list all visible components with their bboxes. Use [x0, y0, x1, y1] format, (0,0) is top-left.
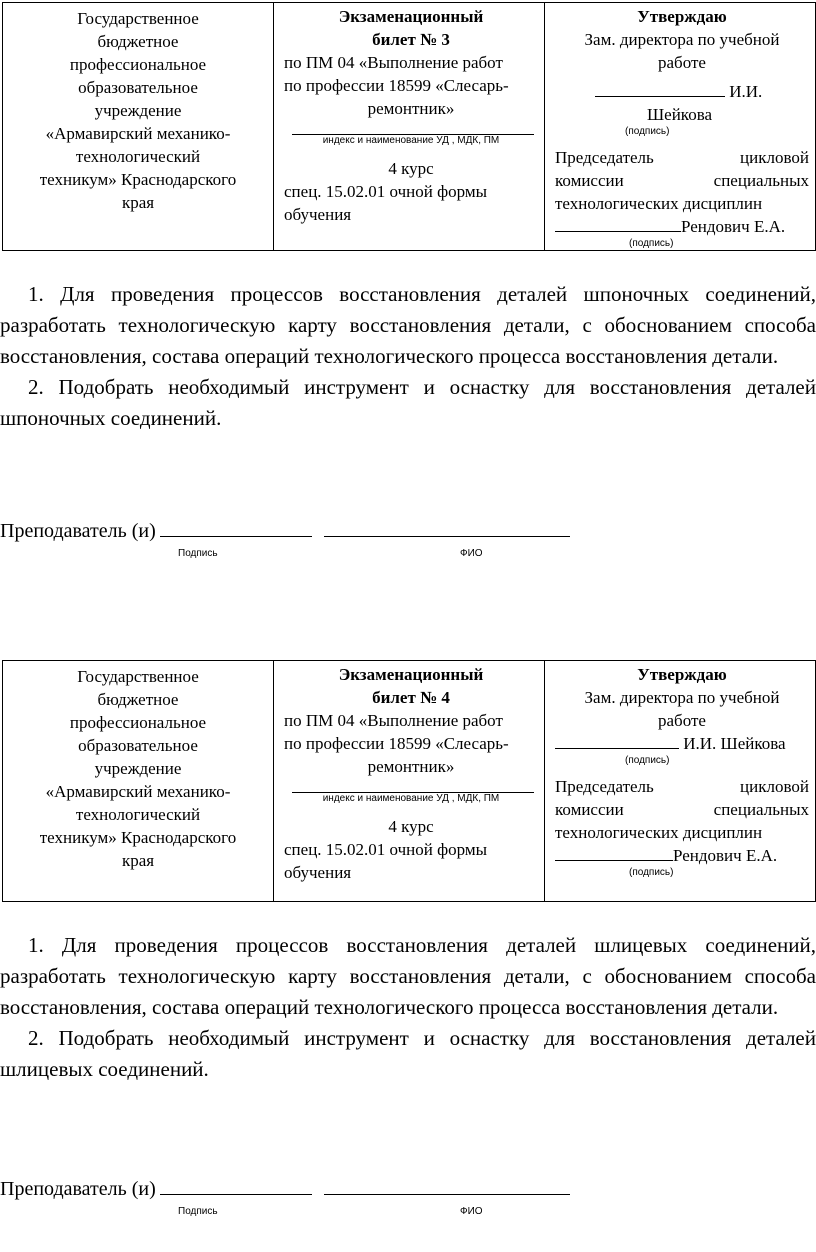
signature-caption: (подпись) [629, 238, 674, 249]
org-line: учреждение [94, 759, 182, 778]
deputy-name: И.И. [729, 82, 763, 101]
org-line: технологический [75, 147, 201, 166]
fio-line [324, 1176, 570, 1195]
teacher-label: Преподаватель (и) [0, 1178, 156, 1200]
approval-cell [545, 3, 816, 251]
teacher-signature-row [0, 518, 570, 543]
chair-name: Рендович Е.А. [681, 217, 786, 236]
specialty-line: обучения [284, 205, 352, 224]
org-line: «Армавирский механико- [45, 124, 231, 143]
organization-cell [3, 661, 274, 902]
chair-line: комиссии специальных [555, 171, 809, 190]
specialty-line: спец. 15.02.01 очной формы [284, 840, 488, 859]
ticket-header-table [2, 2, 816, 251]
signature-caption: (подпись) [625, 755, 670, 766]
deputy-title: работе [658, 711, 706, 730]
deputy-title: Зам. директора по учебной [584, 688, 780, 707]
chair-name: Рендович Е.А. [673, 846, 778, 865]
index-caption: индекс и наименование УД , МДК, ПМ [322, 135, 500, 146]
org-line: Государственное [77, 667, 199, 686]
chair-line: комиссии специальных [555, 800, 809, 819]
signature-line [555, 215, 681, 232]
signature-caption: Подпись [178, 1206, 218, 1217]
chair-line: технологических дисциплин [555, 194, 763, 213]
deputy-name: Шейкова [647, 105, 713, 124]
task-list [0, 279, 816, 434]
fio-caption: ФИО [460, 548, 483, 559]
org-line: образовательное [78, 736, 198, 755]
ticket-header-table [2, 660, 816, 902]
course: 4 курс [388, 159, 434, 178]
signature-caption: (подпись) [625, 126, 670, 137]
approve-heading: Утверждаю [637, 7, 727, 26]
deputy-title: работе [658, 53, 706, 72]
deputy-title: Зам. директора по учебной [584, 30, 780, 49]
org-line: техникум» Краснодарского [39, 170, 237, 189]
approval-cell [545, 661, 816, 902]
signature-line [160, 518, 312, 537]
org-line: учреждение [94, 101, 182, 120]
signature-line [595, 80, 725, 97]
subject-line: ремонтник» [367, 757, 455, 776]
deputy-signature-row [555, 732, 809, 755]
deputy-name: И.И. Шейкова [683, 734, 786, 753]
org-line: бюджетное [97, 32, 179, 51]
task-item: 2. Подобрать необходимый инструмент и оснастку для восстановления деталей шпоночных соединений. [0, 375, 816, 430]
task-item: 1. Для проведения процессов восстановления деталей шпоночных соединений, разработать технологическую карту восстановления детали, с обоснованием способа восстановления, состава операций технологического процесса восстановления детали. [0, 282, 816, 368]
specialty-line: обучения [284, 863, 352, 882]
signature-line [555, 732, 679, 749]
chair-signature-row [555, 215, 809, 238]
chair-signature-row [555, 844, 809, 867]
course: 4 курс [388, 817, 434, 836]
subject-line: по ПМ 04 «Выполнение работ [284, 711, 503, 730]
ticket-title: Экзаменационный [338, 7, 484, 26]
ticket-number: билет № 3 [372, 30, 450, 49]
org-line: образовательное [78, 78, 198, 97]
chair-line: технологических дисциплин [555, 823, 763, 842]
task-item: 1. Для проведения процессов восстановления деталей шлицевых соединений, разработать технологическую карту восстановления детали, с обоснованием способа восстановления, состава операций технологического процесса восстановления детали. [0, 933, 816, 1019]
approve-heading: Утверждаю [637, 665, 727, 684]
org-line: бюджетное [97, 690, 179, 709]
teacher-label: Преподаватель (и) [0, 520, 156, 542]
subject-line: по профессии 18599 «Слесарь- [284, 734, 509, 753]
ticket-info-cell [274, 3, 545, 251]
specialty-line: спец. 15.02.01 очной формы [284, 182, 488, 201]
org-line: края [121, 851, 155, 870]
subject-line: ремонтник» [367, 99, 455, 118]
organization-cell [3, 3, 274, 251]
ticket-title: Экзаменационный [338, 665, 484, 684]
index-caption: индекс и наименование УД , МДК, ПМ [322, 793, 500, 804]
chair-line: Председатель цикловой [555, 148, 809, 167]
signature-caption: Подпись [178, 548, 218, 559]
task-item: 2. Подобрать необходимый инструмент и оснастку для восстановления деталей шлицевых соединений. [0, 1026, 816, 1081]
subject-line: по ПМ 04 «Выполнение работ [284, 53, 503, 72]
ticket-number: билет № 4 [372, 688, 450, 707]
org-line: «Армавирский механико- [45, 782, 231, 801]
org-line: профессиональное [69, 55, 207, 74]
signature-line [160, 1176, 312, 1195]
chair-line: Председатель цикловой [555, 777, 809, 796]
org-line: техникум» Краснодарского [39, 828, 237, 847]
ticket-info-cell [274, 661, 545, 902]
org-line: края [121, 193, 155, 212]
signature-caption: (подпись) [629, 867, 674, 878]
fio-caption: ФИО [460, 1206, 483, 1217]
fio-line [324, 518, 570, 537]
deputy-signature-row [555, 80, 809, 103]
subject-line: по профессии 18599 «Слесарь- [284, 76, 509, 95]
task-list [0, 930, 816, 1085]
signature-line [555, 844, 673, 861]
org-line: профессиональное [69, 713, 207, 732]
teacher-signature-row [0, 1176, 570, 1201]
org-line: технологический [75, 805, 201, 824]
org-line: Государственное [77, 9, 199, 28]
